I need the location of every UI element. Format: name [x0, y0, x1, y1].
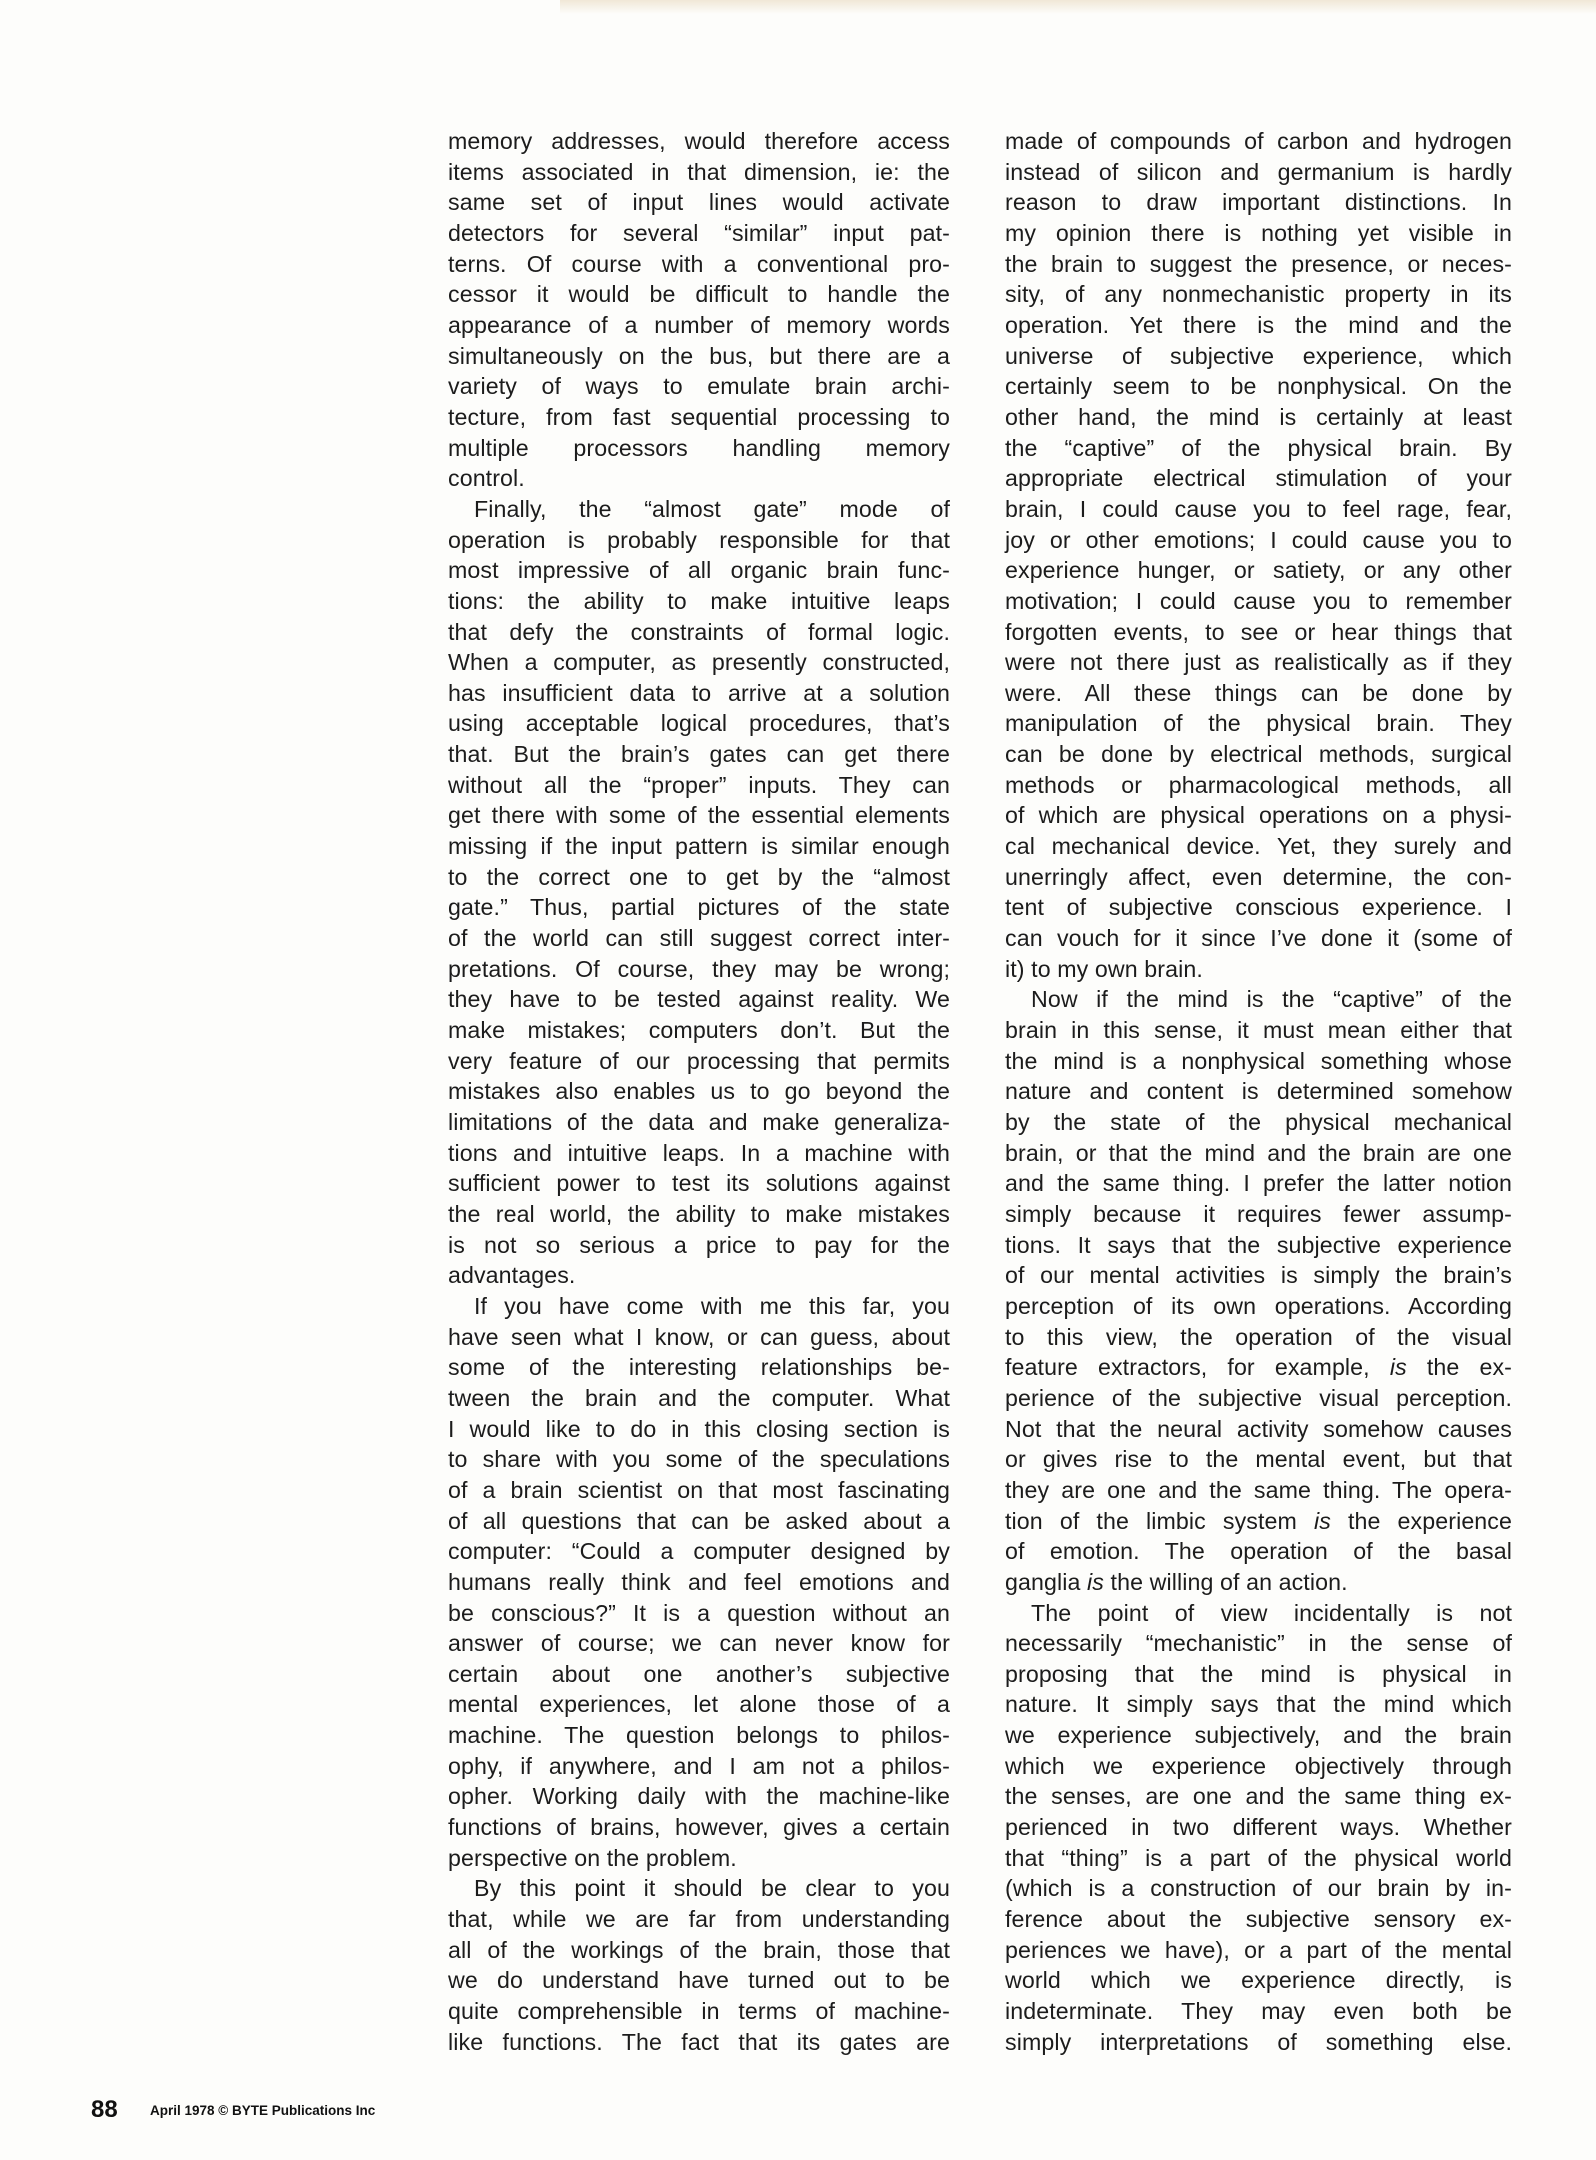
text-line: which we experience objectively through	[1005, 1752, 1512, 1779]
text-line: using acceptable logical procedures, that’s	[448, 710, 950, 737]
text-line: brain, I could cause you to feel rage, fear,	[1005, 495, 1512, 522]
text-line: perspective on the problem.	[448, 1844, 737, 1871]
text-line: control.	[448, 465, 525, 492]
text-line: perienced in two different ways. Whether	[1005, 1814, 1512, 1841]
text-line: tions. It says that the subjective experience	[1005, 1231, 1512, 1258]
text-line: pretations. Of course, they may be wrong;	[448, 955, 950, 982]
text-line: tent of subjective conscious experience. I	[1005, 894, 1512, 921]
text-line: motivation; I could cause you to remember	[1005, 587, 1512, 614]
text-line: forgotten events, to see or hear things that	[1005, 618, 1512, 645]
text-line: Now if the mind is the “captive” of the	[1031, 986, 1512, 1013]
text-line: nature and content is determined somehow	[1005, 1078, 1512, 1105]
text-line: detectors for several “similar” input pat-	[448, 219, 950, 246]
text-line: multiple processors handling memory	[448, 434, 950, 461]
text-line: gate.” Thus, partial pictures of the state	[448, 894, 950, 921]
text-line: my opinion there is nothing yet visible in	[1005, 219, 1512, 246]
text-line: indeterminate. They may even both be	[1005, 1998, 1512, 2025]
text-line: all of the workings of the brain, those that	[448, 1936, 950, 1963]
text-line: tion of the limbic system is the experience	[1005, 1507, 1512, 1534]
text-line: made of compounds of carbon and hydrogen	[1005, 128, 1512, 154]
text-line: were not there just as realistically as if they	[1005, 649, 1512, 676]
text-line: that defy the constraints of formal logic.	[448, 618, 950, 645]
text-line: missing if the input pattern is similar enough	[448, 833, 950, 860]
text-line: appearance of a number of memory words	[448, 311, 950, 338]
text-line: answer of course; we can never know for	[448, 1630, 950, 1657]
text-line: the real world, the ability to make mistakes	[448, 1200, 950, 1227]
text-line: nature. It simply says that the mind which	[1005, 1691, 1512, 1718]
text-line: the brain to suggest the presence, or neces-	[1005, 250, 1512, 277]
text-line: without all the “proper” inputs. They can	[448, 771, 950, 798]
text-line: simply interpretations of something else.	[1005, 2028, 1512, 2055]
emphasis: is	[1313, 1507, 1331, 1534]
text-line: advantages.	[448, 1262, 576, 1289]
text-line: of the world can still suggest correct inter-	[448, 925, 950, 952]
text-line: operation. Yet there is the mind and the	[1005, 311, 1512, 338]
page-number: 88	[91, 2096, 118, 2123]
paper-edge-stain	[560, 0, 1596, 14]
text-line: manipulation of the physical brain. They	[1005, 710, 1512, 737]
text-line: joy or other emotions; I could cause you to	[1005, 526, 1512, 553]
text-line: Finally, the “almost gate” mode of	[474, 495, 950, 522]
text-line: instead of silicon and germanium is hardly	[1005, 158, 1512, 185]
text-line: functions of brains, however, gives a certain	[448, 1814, 950, 1841]
text-line: get there with some of the essential elements	[448, 802, 950, 829]
text-line: I would like to do in this closing section is	[448, 1415, 950, 1442]
text-line: limitations of the data and make generaliza-	[448, 1109, 950, 1135]
text-line: mistakes also enables us to go beyond the	[448, 1078, 950, 1105]
text-line: sity, of any nonmechanistic property in its	[1005, 281, 1512, 308]
text-line: or gives rise to the mental event, but that	[1005, 1446, 1512, 1473]
text-line: methods or pharmacological methods, all	[1005, 771, 1512, 798]
text-line: Not that the neural activity somehow causes	[1005, 1415, 1512, 1442]
text-line: to this view, the operation of the visual	[1005, 1323, 1512, 1350]
text-line: appropriate electrical stimulation of your	[1005, 465, 1512, 492]
text-line: to the correct one to get by the “almost	[448, 863, 950, 890]
text-line: items associated in that dimension, ie: the	[448, 158, 950, 185]
text-line: some of the interesting relationships be-	[448, 1354, 950, 1381]
text-line: certain about one another’s subjective	[448, 1660, 950, 1687]
text-line: brain, or that the mind and the brain are one	[1005, 1139, 1512, 1166]
text-line: of emotion. The operation of the basal	[1005, 1538, 1512, 1565]
text-line: mental experiences, let alone those of a	[448, 1691, 950, 1718]
text-line: operation is probably responsible for that	[448, 526, 950, 553]
text-line: of all questions that can be asked about a	[448, 1507, 950, 1534]
text-line: tecture, from fast sequential processing to	[448, 403, 950, 430]
text-line: of which are physical operations on a physi-	[1005, 802, 1512, 829]
text-line: perception of its own operations. According	[1005, 1292, 1512, 1319]
text-line: we experience subjectively, and the brain	[1005, 1722, 1512, 1749]
text-line: of our mental activities is simply the brain’s	[1005, 1262, 1512, 1289]
text-line: the “captive” of the physical brain. By	[1005, 434, 1512, 461]
text-line: computer: “Could a computer designed by	[448, 1538, 950, 1565]
text-line: variety of ways to emulate brain archi-	[448, 373, 950, 400]
text-line: that, while we are far from understanding	[448, 1906, 950, 1933]
text-line: necessarily “mechanistic” in the sense of	[1005, 1630, 1512, 1657]
text-line: can be done by electrical methods, surgical	[1005, 741, 1512, 768]
text-line: terns. Of course with a conventional pro-	[448, 250, 950, 277]
text-line: the senses, are one and the same thing ex-	[1005, 1783, 1512, 1810]
text-line: of a brain scientist on that most fascinating	[448, 1476, 950, 1503]
text-line: be conscious?” It is a question without an	[448, 1599, 950, 1626]
text-line: perience of the subjective visual perception.	[1005, 1384, 1512, 1411]
emphasis: is	[1389, 1354, 1407, 1381]
text-line: (which is a construction of our brain by in-	[1005, 1875, 1512, 1902]
text-line: When a computer, as presently constructed,	[448, 649, 950, 676]
text-line: universe of subjective experience, which	[1005, 342, 1512, 369]
text-line: brain in this sense, it must mean either that	[1005, 1017, 1512, 1044]
text-line: other hand, the mind is certainly at least	[1005, 403, 1512, 430]
text-line: very feature of our processing that permits	[448, 1047, 950, 1074]
text-line: to share with you some of the speculations	[448, 1446, 950, 1473]
text-line: experience hunger, or satiety, or any other	[1005, 557, 1512, 584]
text-line: we do understand have turned out to be	[448, 1967, 950, 1994]
text-line: feature extractors, for example, is the ex-	[1005, 1354, 1512, 1381]
text-line: it) to my own brain.	[1005, 955, 1203, 982]
text-line: like functions. The fact that its gates are	[448, 2028, 950, 2055]
text-line: ference about the subjective sensory ex-	[1005, 1906, 1512, 1933]
text-line: ophy, if anywhere, and I am not a philos-	[448, 1752, 950, 1779]
text-line: If you have come with me this far, you	[474, 1292, 950, 1319]
text-line: were. All these things can be done by	[1005, 679, 1512, 706]
text-line: the mind is a nonphysical something whose	[1005, 1047, 1512, 1074]
text-line: cessor it would be difficult to handle the	[448, 281, 950, 308]
text-line: can vouch for it since I’ve done it (some of	[1005, 925, 1512, 952]
text-line: world which we experience directly, is	[1005, 1967, 1512, 1994]
text-line: simultaneously on the bus, but there are a	[448, 342, 950, 369]
text-line: has insufficient data to arrive at a solution	[448, 679, 950, 706]
text-line: same set of input lines would activate	[448, 189, 950, 216]
text-line: that “thing” is a part of the physical world	[1005, 1844, 1512, 1871]
text-line: simply because it requires fewer assump-	[1005, 1200, 1512, 1227]
text-line: they are one and the same thing. The opera-	[1005, 1476, 1512, 1503]
text-line: cal mechanical device. Yet, they surely and	[1005, 833, 1512, 860]
text-line: opher. Working daily with the machine-like	[448, 1783, 950, 1810]
text-line: and the same thing. I prefer the latter notion	[1005, 1170, 1512, 1197]
text-line: reason to draw important distinctions. In	[1005, 189, 1512, 216]
text-column-right	[1005, 126, 1512, 2057]
text-line: most impressive of all organic brain func-	[448, 557, 950, 584]
footer-credit: April 1978 © BYTE Publications Inc	[150, 2103, 376, 2118]
text-line: humans really think and feel emotions and	[448, 1568, 950, 1595]
text-line: ganglia is the willing of an action.	[1005, 1568, 1348, 1595]
text-line: quite comprehensible in terms of machine-	[448, 1998, 950, 2025]
text-line: memory addresses, would therefore access	[448, 128, 950, 154]
text-line: By this point it should be clear to you	[474, 1875, 950, 1902]
text-line: that. But the brain’s gates can get there	[448, 741, 950, 768]
text-column-left	[448, 126, 950, 2057]
text-line: proposing that the mind is physical in	[1005, 1660, 1512, 1687]
text-line: sufficient power to test its solutions against	[448, 1170, 950, 1197]
text-line: is not so serious a price to pay for the	[448, 1231, 950, 1258]
text-line: they have to be tested against reality. We	[448, 986, 950, 1013]
text-line: unerringly affect, even determine, the con-	[1005, 863, 1512, 890]
text-line: tions and intuitive leaps. In a machine with	[448, 1139, 950, 1166]
text-line: tween the brain and the computer. What	[448, 1384, 950, 1411]
text-line: make mistakes; computers don’t. But the	[448, 1017, 950, 1044]
text-line: tions: the ability to make intuitive leaps	[448, 587, 950, 614]
text-line: periences we have), or a part of the mental	[1005, 1936, 1512, 1963]
text-line: The point of view incidentally is not	[1031, 1599, 1512, 1626]
text-line: have seen what I know, or can guess, about	[448, 1323, 950, 1350]
text-line: by the state of the physical mechanical	[1005, 1109, 1512, 1135]
text-line: machine. The question belongs to philos-	[448, 1722, 950, 1749]
emphasis: is	[1087, 1568, 1104, 1595]
text-line: certainly seem to be nonphysical. On the	[1005, 373, 1512, 400]
